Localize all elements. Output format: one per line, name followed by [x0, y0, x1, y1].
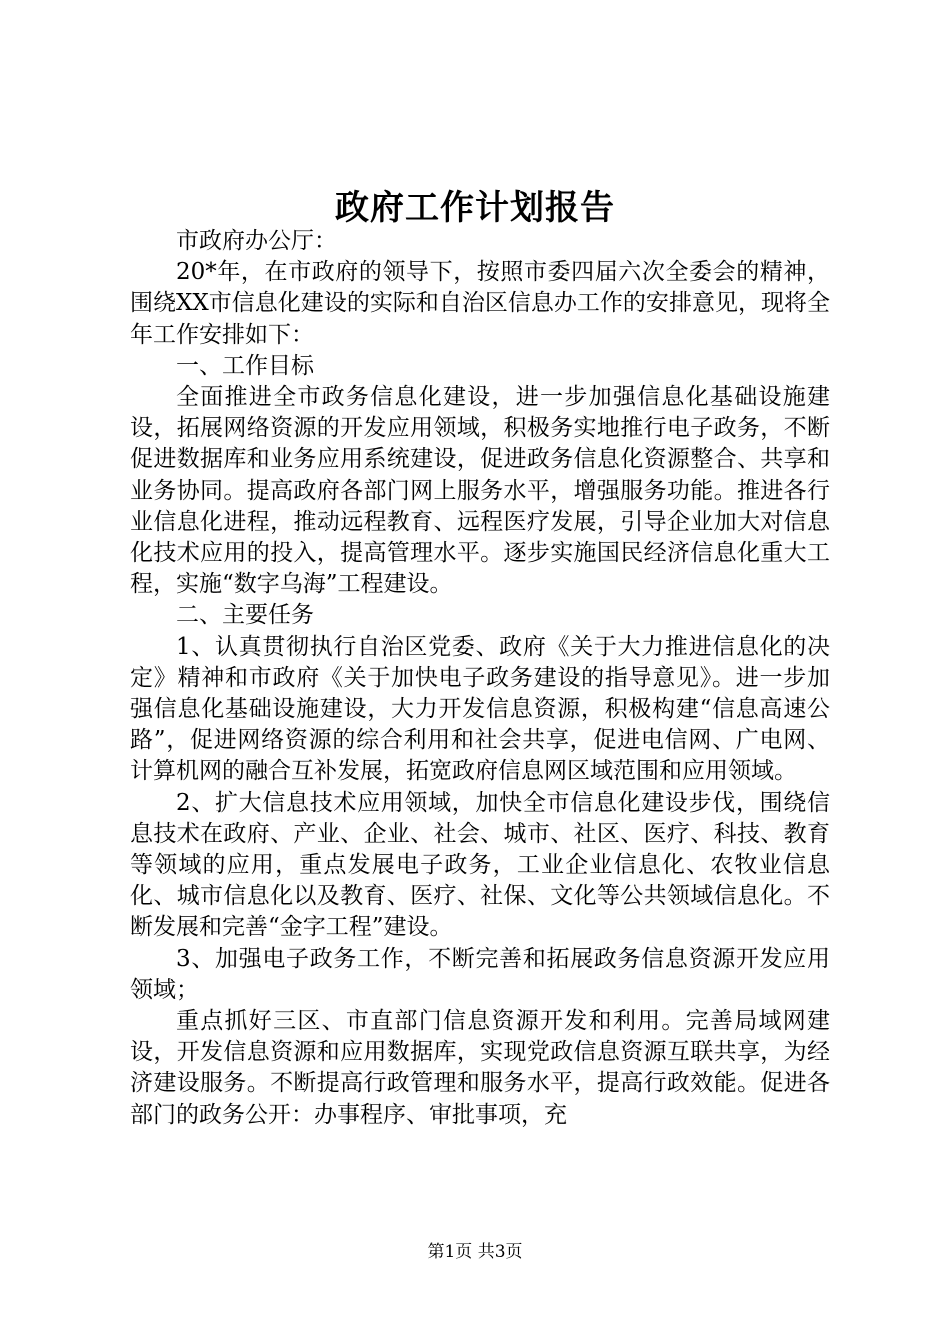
- task-3-detail-paragraph: 重点抓好三区、市直部门信息资源开发和利用。完善局域网建设，开发信息资源和应用数据库，实现党政信息资源互联共享，为经济建设服务。不断提高行政管理和服务水平，提高行政效能。促进各部门的政务公开：办事程序、审批事项，充: [130, 1008, 830, 1128]
- task-3-paragraph: 3、加强电子政务工作，不断完善和拓展政务信息资源开发应用领域；: [130, 945, 830, 1003]
- section-heading-goals: 一、工作目标: [176, 352, 314, 379]
- page-number: 第1页: [427, 1242, 473, 1262]
- page-total: 共3页: [477, 1242, 523, 1262]
- salutation-paragraph: 市政府办公厅：: [176, 228, 337, 254]
- intro-paragraph: 20*年，在市政府的领导下，按照市委四届六次全委会的精神，围绕XX市信息化建设的实际和自治区信息办工作的安排意见，现将全年工作安排如下：: [130, 259, 830, 348]
- task-1-paragraph: 1、认真贯彻执行自治区党委、政府《关于大力推进信息化的决定》精神和市政府《关于加快电子政务建设的指导意见》。进一步加强信息化基础设施建设，大力开发信息资源，积极构建“信息高速公路”，促进网络资源的综合利用和社会共享，促进电信网、广电网、计算机网的融合互补发展，拓宽政府信息网区域范围和应用领域。: [130, 633, 830, 785]
- document-title: 政府工作计划报告: [335, 188, 615, 228]
- goals-paragraph: 全面推进全市政务信息化建设，进一步加强信息化基础设施建设，拓展网络资源的开发应用领域，积极务实地推行电子政务，不断促进数据库和业务应用系统建设，促进政务信息化资源整合、共享和业务协同。提高政府各部门网上服务水平，增强服务功能。推进各行业信息化进程，推动远程教育、远程医疗发展，引导企业加大对信息化技术应用的投入，提高管理水平。逐步实施国民经济信息化重大工程，实施“数字乌海”工程建设。: [130, 384, 830, 598]
- page-footer: [0, 1240, 950, 1264]
- section-heading-tasks: 二、主要任务: [176, 602, 314, 629]
- task-2-paragraph: 2、扩大信息技术应用领域，加快全市信息化建设步伐，围绕信息技术在政府、产业、企业、社会、城市、社区、医疗、科技、教育等领域的应用，重点发展电子政务，工业企业信息化、农牧业信息化、城市信息化以及教育、医疗、社保、文化等公共领域信息化。不断发展和完善“金字工程”建设。: [130, 789, 830, 941]
- document-body: [130, 226, 830, 1131]
